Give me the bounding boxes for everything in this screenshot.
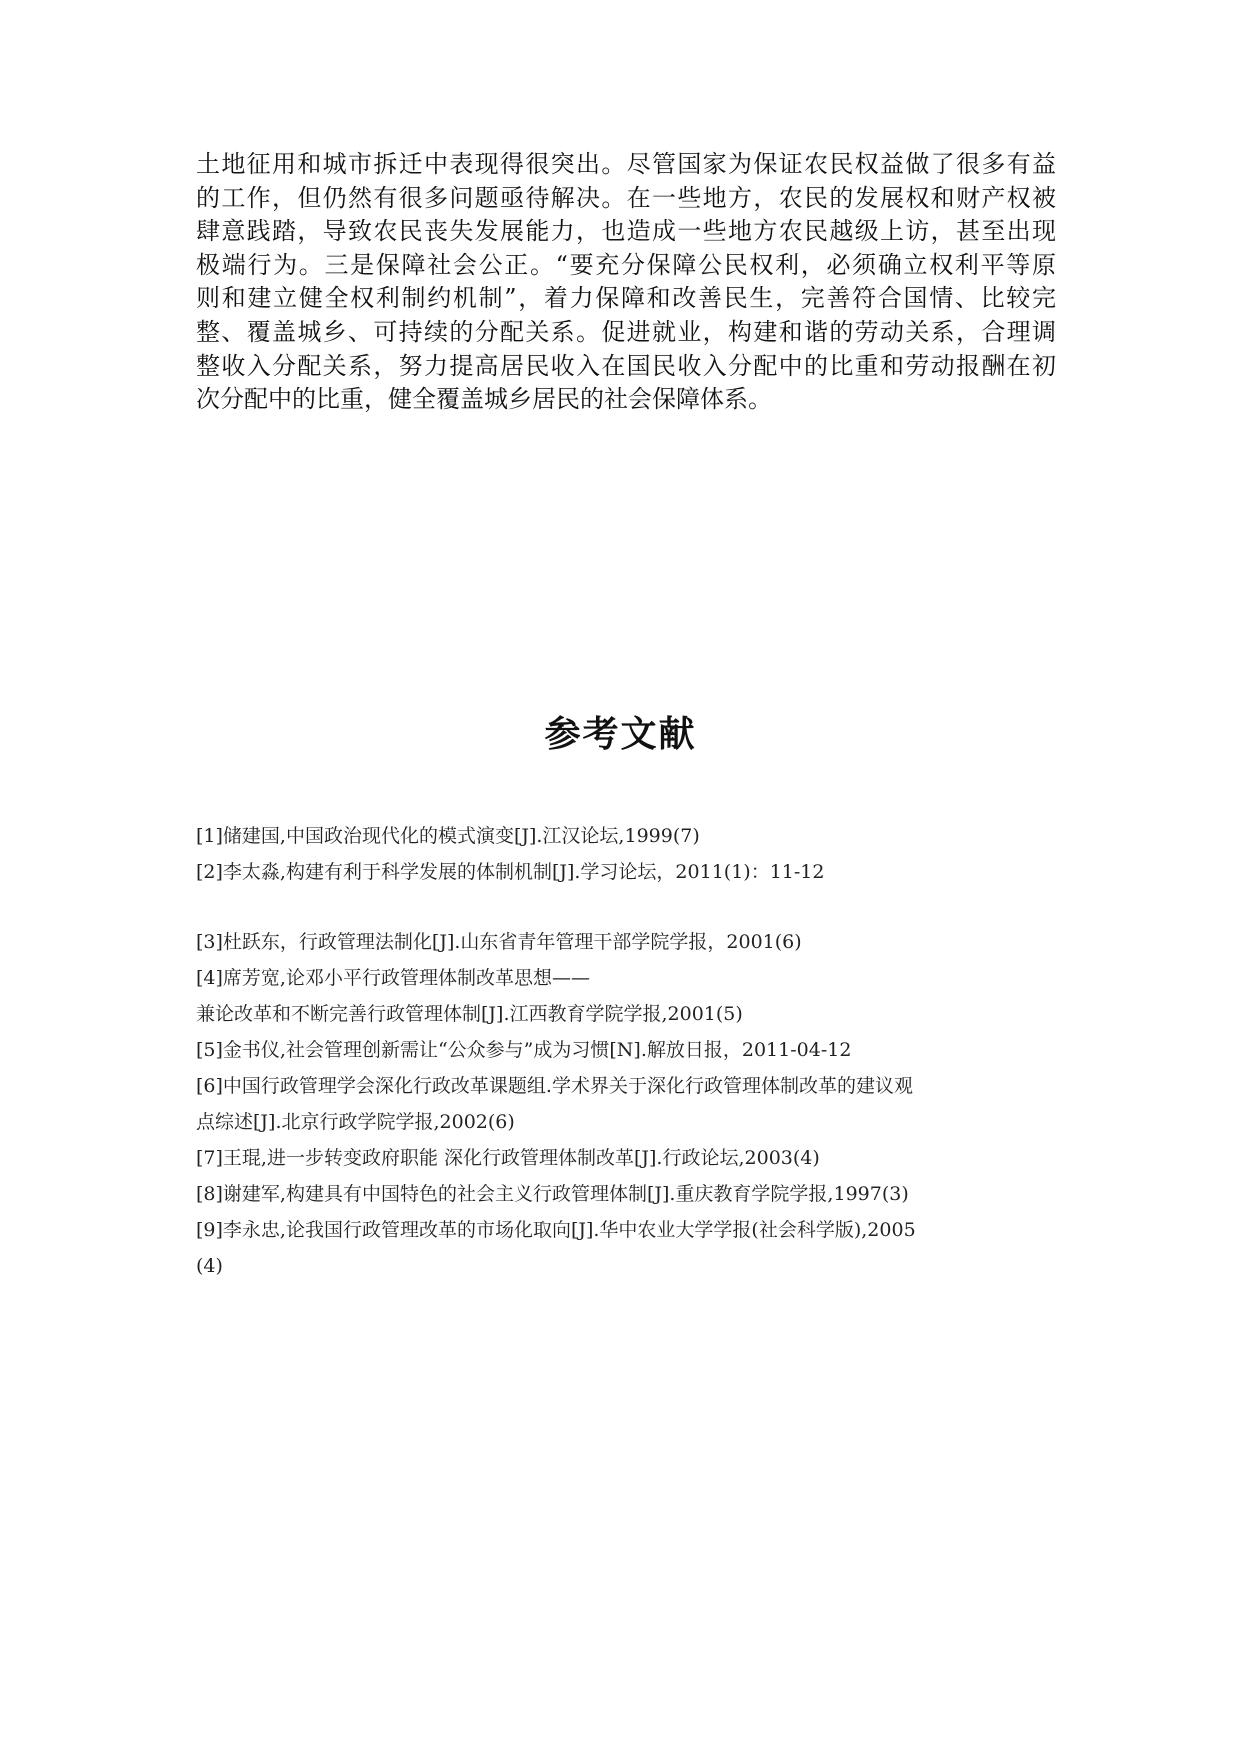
reference-item-continuation: 点综述[J].北京行政学院学报,2002(6) [196,1111,515,1133]
reference-spacer [196,890,1056,924]
reference-item: [6]中国行政管理学会深化行政改革课题组.学术界关于深化行政管理体制改革的建议观 [196,1075,913,1097]
body-line: 肆意践踏，导致农民丧失发展能力，也造成一些地方农民越级上访，甚至出现 [196,217,1056,246]
reference-item: [8]谢建军,构建具有中国特色的社会主义行政管理体制[J].重庆教育学院学报,1997(3) [196,1183,909,1205]
reference-list [196,818,1056,1284]
reference-item: [3]杜跃东，行政管理法制化[J].山东省青年管理干部学院学报，2001(6) [196,931,802,953]
reference-item: [7]王琨,进一步转变政府职能 深化行政管理体制改革[J].行政论坛,2003(4) [196,1147,820,1169]
reference-item-continuation: 兼论改革和不断完善行政管理体制[J].江西教育学院学报,2001(5) [196,1003,743,1025]
reference-item: [5]金书仪,社会管理创新需让“公众参与”成为习惯[N].解放日报，2011-04-12 [196,1039,852,1061]
body-line: 则和建立健全权利制约机制”，着力保障和改善民生，完善符合国情、比较完 [196,284,1056,313]
body-paragraph [196,148,1056,417]
body-line: 整、覆盖城乡、可持续的分配关系。促进就业，构建和谐的劳动关系，合理调 [196,317,1056,346]
reference-item: [2]李太淼,构建有利于科学发展的体制机制[J].学习论坛，2011(1)：11-12 [196,861,825,883]
reference-item: [1]储建国,中国政治现代化的模式演变[J].江汉论坛,1999(7) [196,825,700,847]
body-line: 次分配中的比重，健全覆盖城乡居民的社会保障体系。 [196,385,772,414]
references-heading: 参考文献 [544,714,697,755]
body-line: 土地征用和城市拆迁中表现得很突出。尽管国家为保证农民权益做了很多有益 [196,150,1056,178]
reference-item: [4]席芳宽,论邓小平行政管理体制改革思想—— [196,967,590,989]
body-line: 极端行为。三是保障社会公正。“要充分保障公民权利，必须确立权利平等原 [196,250,1056,279]
body-line: 整收入分配关系，努力提高居民收入在国民收入分配中的比重和劳动报酬在初 [196,351,1056,380]
body-line: 的工作，但仍然有很多问题亟待解决。在一些地方，农民的发展权和财产权被 [196,183,1056,212]
reference-item: [9]李永忠,论我国行政管理改革的市场化取向[J].华中农业大学学报(社会科学版),2005 [196,1219,916,1241]
reference-item-continuation: (4) [196,1255,223,1277]
